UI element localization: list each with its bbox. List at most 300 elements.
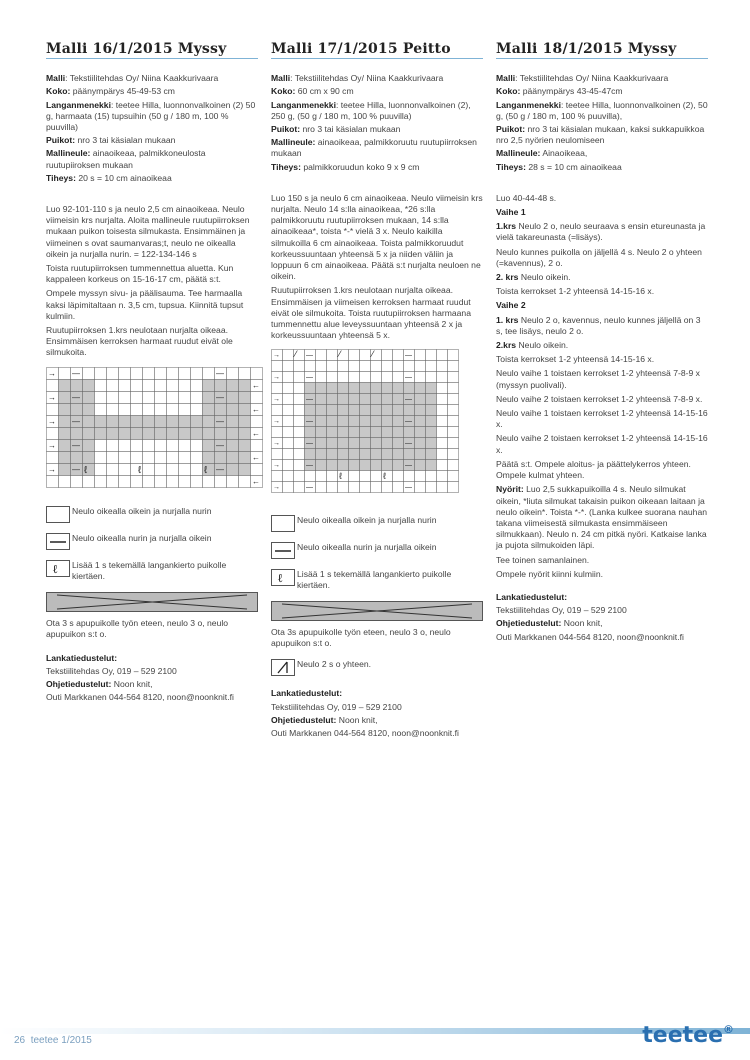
chart-cell [327, 460, 338, 471]
chart-cell [239, 439, 251, 451]
chart-cell [239, 415, 251, 427]
chart-symbol: → [48, 440, 56, 450]
chart-cell [131, 415, 143, 427]
chart-cell [382, 460, 393, 471]
chart-cell [437, 383, 448, 394]
chart-cell [371, 394, 382, 405]
chart-cell [167, 451, 179, 463]
chart-cell [59, 379, 71, 391]
chart-symbol: — [405, 374, 412, 382]
chart-cell [393, 449, 404, 460]
chart-cell [349, 394, 360, 405]
chart-cell [227, 475, 239, 487]
chart-cell [382, 449, 393, 460]
chart-cell [83, 427, 95, 439]
chart-cell [83, 451, 95, 463]
chart-cell [294, 394, 305, 405]
chart-cell [272, 471, 283, 482]
pattern-title: Malli 18/1/2015 Myssy [496, 44, 708, 59]
purl-symbol-icon [271, 542, 295, 559]
chart-cell [143, 367, 155, 379]
instructions: Luo 40-44-48 s. Vaihe 1 1.krs Neulo 2 o, neulo seuraava s ensin etureunasta ja vielä takareunasta (=lisäys). Neulo kunnes puikolla on jäljellä 4 s. Neulo 2 o yhteen (=kavennus), 2 o. 2. krs Neulo oikein. Toista kerrokset 1-2 yhteensä 14-15-16 x. Vaihe 2 1. krs Neulo 2 o, kavennus, neulo kunnes jäljellä on 3 s, tee lisäys, neulo 2 o. 2.krs Neulo oikein. Toista kerrokset 1-2 yhteensä 14-15-16 x. Neulo vaihe 1 toistaen kerrokset 1-2 yhteensä 7-8-9 x (myssyn puolivali). Neulo vaihe 2 toistaen kerrokset 1-2 yhteensä 7-8-9 x. Neulo vaihe 1 toistaen kerrokset 1-2 yhteensä 14-15-16 x. Neulo vaihe 2 toistaen kerrokset 1-2 yhteensä 14-15-16 x. Päätä s:t. Ompele aloitus- ja päättelykerros yhteen. Ompele kulmat yhteen. Nyörit: Luo 2,5 sukkapuikoilla 4 s. Neulo silmukat oikein, *liuta silmukat takaisin puikon oikeaan laitaan ja neulo oikein*. Toista *-*. (Lanka kulkee suorana nauhan takana viimeisestä silmukasta ensimmäiseen silmukkaan). Neulo n. 24 cm pitkä nyöri. Katkaise lanka ja pujota silmukoiden läpi. Tee toinen samanlainen. Ompele nyörit kiinni kulmiin. [496, 192, 708, 579]
chart-cell [203, 475, 215, 487]
chart-cell [71, 379, 83, 391]
chart-cell [338, 449, 349, 460]
knitting-chart [271, 349, 483, 502]
chart-symbol: — [216, 464, 224, 474]
chart-cell [294, 482, 305, 493]
contact-info: Lankatiedustelut: Tekstiilitehdas Oy, 019 – 529 2100 Ohjetiedustelut: Noon knit, Outi Markkanen 044-564 8120, noon@noonknit.fi [496, 591, 684, 642]
contact-info: Lankatiedustelut: Tekstiilitehdas Oy, 019 – 529 2100 Ohjetiedustelut: Noon knit, Outi Markkanen 044-564 8120, noon@noonknit.fi [46, 652, 234, 703]
chart-cell [360, 416, 371, 427]
chart-cell [360, 350, 371, 361]
chart-cell [371, 416, 382, 427]
chart-cell [107, 427, 119, 439]
chart-symbol: → [273, 352, 280, 360]
chart-cell [95, 439, 107, 451]
chart-symbol: — [72, 416, 80, 426]
chart-cell [426, 372, 437, 383]
chart-symbol: → [273, 440, 280, 448]
chart-cell [239, 391, 251, 403]
chart-cell [316, 350, 327, 361]
chart-cell [327, 427, 338, 438]
chart-cell [415, 460, 426, 471]
column-malli-16 [46, 41, 260, 706]
chart-cell [71, 427, 83, 439]
chart-cell [360, 405, 371, 416]
chart-cell [426, 460, 437, 471]
chart-cell [448, 361, 459, 372]
chart-cell [95, 367, 107, 379]
pattern-title: Malli 17/1/2015 Peitto [271, 44, 483, 59]
k2tog-symbol-icon [271, 659, 295, 676]
chart-cell [95, 391, 107, 403]
chart-cell [283, 372, 294, 383]
chart-cell [404, 471, 415, 482]
chart-cell [191, 439, 203, 451]
chart-symbol: — [306, 418, 313, 426]
chart-cell [131, 403, 143, 415]
column-malli-18 [496, 41, 708, 645]
chart-symbol: — [306, 352, 313, 360]
svg-text:ℓ: ℓ [53, 561, 58, 576]
chart-cell [143, 415, 155, 427]
chart-cell [95, 403, 107, 415]
chart-cell [239, 451, 251, 463]
chart-cell [47, 475, 59, 487]
chart-cell [415, 383, 426, 394]
chart-cell [179, 415, 191, 427]
chart-cell [272, 405, 283, 416]
chart-cell [95, 427, 107, 439]
chart-cell [338, 460, 349, 471]
chart-cell [131, 439, 143, 451]
chart-cell [203, 367, 215, 379]
page-number: 26 teetee 1/2015 [14, 1035, 92, 1046]
chart-cell [294, 471, 305, 482]
chart-cell [119, 439, 131, 451]
chart-cell [415, 427, 426, 438]
chart-cell [119, 475, 131, 487]
chart-cell [155, 367, 167, 379]
chart-cell [215, 451, 227, 463]
chart-cell [415, 394, 426, 405]
chart-cell [294, 438, 305, 449]
footer-bar [0, 1028, 750, 1034]
chart-cell [338, 361, 349, 372]
chart-cell [167, 427, 179, 439]
chart-symbol: — [405, 418, 412, 426]
chart-cell [179, 391, 191, 403]
chart-cell [155, 379, 167, 391]
chart-cell [371, 449, 382, 460]
chart-cell [316, 471, 327, 482]
chart-symbol: — [216, 392, 224, 402]
chart-cell [283, 416, 294, 427]
chart-cell [191, 391, 203, 403]
chart-cell [272, 383, 283, 394]
chart-cell [360, 383, 371, 394]
chart-symbol: ⁄ [372, 349, 374, 360]
chart-cell [283, 383, 294, 394]
chart-cell [131, 427, 143, 439]
legend: Neulo oikealla oikein ja nurjalla nurin Neulo oikealla nurin ja nurjalla oikein ℓ Lisää 1 s tekemällä langankierto puikolle kiertäen. Ota 3s apupuikolle työn eteen, neulo 3 o, neulo apupuikon s:t o. Neulo 2 s o yhteen. [271, 515, 483, 677]
chart-cell [316, 405, 327, 416]
chart-cell [371, 471, 382, 482]
chart-cell [215, 379, 227, 391]
contact-info: Lankatiedustelut: Tekstiilitehdas Oy, 019 – 529 2100 Ohjetiedustelut: Noon knit, Outi Markkanen 044-564 8120, noon@noonknit.fi [271, 688, 459, 739]
chart-symbol: → [273, 484, 280, 492]
chart-cell [119, 367, 131, 379]
pattern-info: Malli: Tekstiilitehdas Oy/ Niina Kaakkurivaara Koko: päänympärys 43-45-47cm Langanmenekki: teetee Hilla, luonnonvalkoinen (2), 50 g, (50 g / 180 m, 100 % puuvilla), Puikot: nro 3 tai käsialan mukaan, kaksi sukkapuikkoa nro 2,5 nyörien neulomiseen Mallineule: Ainaoikeaa, Tiheys: 28 s = 10 cm ainaoikeaa [496, 73, 708, 172]
chart-cell [294, 361, 305, 372]
chart-cell [349, 383, 360, 394]
chart-cell [143, 403, 155, 415]
chart-cell [155, 451, 167, 463]
chart-cell [305, 449, 316, 460]
chart-cell [316, 416, 327, 427]
chart-cell [415, 372, 426, 383]
chart-cell [437, 372, 448, 383]
chart-cell [191, 379, 203, 391]
chart-symbol: ℓ [339, 471, 342, 482]
chart-cell [107, 451, 119, 463]
chart-cell [404, 361, 415, 372]
chart-cell [415, 482, 426, 493]
chart-cell [107, 379, 119, 391]
chart-cell [59, 391, 71, 403]
chart-cell [404, 427, 415, 438]
chart-cell [215, 403, 227, 415]
chart-cell [283, 427, 294, 438]
chart-cell [59, 439, 71, 451]
pattern-info: Malli: Tekstiilitehdas Oy/ Niina Kaakkurivaara Koko: päänympärys 45-49-53 cm Langanmenekki: teetee Hilla, luonnonvalkoinen (2) 50 g, harmaata (15) tupsuihin (50 g / 180 m, 100 % puuvilla) Puikot: nro 3 tai käsialan mukaan Mallineule: ainaoikeaa, palmikkoneulosta ruutupiiroksen mukaan Tiheys: 20 s = 10 cm ainaoikeaa [46, 73, 256, 183]
chart-cell [382, 394, 393, 405]
chart-cell [191, 403, 203, 415]
chart-cell [239, 379, 251, 391]
chart-cell [426, 350, 437, 361]
chart-cell [143, 391, 155, 403]
chart-cell [371, 482, 382, 493]
chart-cell [393, 416, 404, 427]
chart-symbol: → [273, 396, 280, 404]
chart-cell [83, 391, 95, 403]
chart-cell [404, 449, 415, 460]
chart-cell [272, 427, 283, 438]
chart-cell [338, 383, 349, 394]
chart-cell [119, 427, 131, 439]
chart-symbol: ⁄ [339, 349, 341, 360]
chart-cell [227, 415, 239, 427]
chart-cell [426, 405, 437, 416]
chart-cell [360, 460, 371, 471]
chart-cell [107, 439, 119, 451]
chart-cell [119, 415, 131, 427]
column-malli-17 [271, 41, 483, 741]
chart-cell [404, 405, 415, 416]
chart-cell [272, 449, 283, 460]
chart-cell [191, 463, 203, 475]
chart-cell [415, 471, 426, 482]
chart-cell [191, 451, 203, 463]
chart-symbol: — [405, 462, 412, 470]
chart-cell [155, 415, 167, 427]
chart-cell [251, 439, 263, 451]
chart-cell [426, 383, 437, 394]
chart-cell [239, 367, 251, 379]
chart-cell [415, 350, 426, 361]
chart-cell [239, 403, 251, 415]
pattern-info: Malli: Tekstiilitehdas Oy/ Niina Kaakkurivaara Koko: 60 cm x 90 cm Langanmenekki: teetee Hilla, luonnonvalkoinen (2), 250 g, (50 g / 180 m, 100 % puuvilla) Puikot: nro 3 tai käsialan mukaan Mallineule: ainaoikeaa, palmikkoruutu ruutupiirroksen mukaan Tiheys: palmikkoruudun koko 9 x 9 cm [271, 73, 477, 172]
chart-cell [294, 416, 305, 427]
chart-symbol: ℓ [84, 464, 88, 476]
chart-cell [107, 463, 119, 475]
chart-cell [316, 383, 327, 394]
chart-cell [294, 460, 305, 471]
chart-cell [426, 394, 437, 405]
chart-cell [327, 471, 338, 482]
chart-cell [131, 451, 143, 463]
chart-cell [167, 463, 179, 475]
chart-cell [448, 482, 459, 493]
chart-cell [437, 438, 448, 449]
chart-cell [404, 383, 415, 394]
chart-cell [382, 427, 393, 438]
chart-cell [327, 394, 338, 405]
chart-cell [59, 475, 71, 487]
chart-cell [448, 416, 459, 427]
chart-cell [448, 383, 459, 394]
chart-cell [448, 405, 459, 416]
chart-cell [203, 379, 215, 391]
knit-symbol-icon [271, 515, 295, 532]
chart-cell [283, 438, 294, 449]
chart-cell [327, 405, 338, 416]
chart-cell [239, 463, 251, 475]
chart-cell [305, 471, 316, 482]
chart-cell [360, 438, 371, 449]
chart-cell [283, 471, 294, 482]
chart-cell [47, 427, 59, 439]
chart-cell [272, 361, 283, 372]
chart-cell [338, 438, 349, 449]
chart-cell [415, 405, 426, 416]
chart-cell [382, 372, 393, 383]
instructions: Luo 92-101-110 s ja neulo 2,5 cm ainaoikeaa. Neulo viimeisin krs nurjalta. Aloita mallineule ruutupiirroksen mukaan puikon toisesta silmukasta. Ensimmäinen ja viimeinen s ovat saumanvaras;t, neulo ne oikealla oikein ja nurjalla nurin. = 122-134-146 s Toista ruutupiirroksen tummennettua aluetta. Kun kappaleen korkeus on 15-16-17 cm, päätä s:t. Ompele myssyn sivu- ja päälisauma. Tee harmaalla kaksi läpimitaltaan n. 3,5 cm, tupsua. Kiinnitä tupsut kulmiin. Ruutupiirroksen 1.krs neulotaan nurjalta oikeaa. Ensimmäisen kerroksen harmaat ruudut eivät ole silmukoita. [46, 204, 250, 358]
chart-cell [327, 438, 338, 449]
chart-cell [119, 463, 131, 475]
chart-cell [203, 403, 215, 415]
chart-symbol: — [72, 368, 80, 378]
chart-cell [426, 427, 437, 438]
chart-cell [203, 439, 215, 451]
svg-text:ℓ: ℓ [278, 570, 283, 585]
chart-cell [143, 463, 155, 475]
chart-cell [107, 403, 119, 415]
chart-cell [305, 405, 316, 416]
chart-cell [437, 482, 448, 493]
chart-cell [371, 460, 382, 471]
chart-cell [371, 383, 382, 394]
chart-cell [349, 416, 360, 427]
chart-cell [437, 460, 448, 471]
chart-cell [426, 449, 437, 460]
chart-grid [271, 349, 485, 499]
chart-symbol: ← [252, 428, 260, 438]
chart-cell [227, 463, 239, 475]
chart-cell [448, 394, 459, 405]
chart-cell [393, 482, 404, 493]
chart-cell [338, 372, 349, 383]
chart-cell [382, 350, 393, 361]
chart-symbol: → [48, 416, 56, 426]
chart-cell [327, 482, 338, 493]
chart-cell [393, 471, 404, 482]
chart-cell [47, 451, 59, 463]
chart-symbol: → [273, 462, 280, 470]
cable-symbol-icon [46, 592, 258, 612]
chart-cell [382, 438, 393, 449]
chart-cell [294, 372, 305, 383]
chart-cell [349, 460, 360, 471]
chart-cell [59, 415, 71, 427]
chart-cell [327, 416, 338, 427]
chart-cell [415, 449, 426, 460]
chart-symbol: — [216, 416, 224, 426]
chart-cell [349, 482, 360, 493]
chart-cell [143, 427, 155, 439]
chart-cell [179, 427, 191, 439]
chart-symbol: — [306, 440, 313, 448]
chart-cell [227, 391, 239, 403]
chart-cell [167, 391, 179, 403]
chart-symbol: — [306, 484, 313, 492]
chart-cell [283, 394, 294, 405]
chart-cell [155, 391, 167, 403]
chart-cell [59, 463, 71, 475]
chart-cell [316, 460, 327, 471]
chart-cell [83, 403, 95, 415]
chart-cell [437, 471, 448, 482]
chart-cell [179, 463, 191, 475]
chart-cell [349, 405, 360, 416]
chart-symbol: — [405, 396, 412, 404]
chart-cell [382, 361, 393, 372]
chart-cell [371, 361, 382, 372]
chart-cell [155, 463, 167, 475]
chart-symbol: — [306, 374, 313, 382]
chart-cell [448, 460, 459, 471]
chart-cell [283, 482, 294, 493]
chart-cell [107, 415, 119, 427]
chart-cell [191, 475, 203, 487]
chart-cell [415, 438, 426, 449]
chart-cell [227, 439, 239, 451]
chart-cell [143, 439, 155, 451]
chart-cell [83, 379, 95, 391]
chart-cell [327, 383, 338, 394]
chart-symbol: — [405, 352, 412, 360]
chart-cell [59, 451, 71, 463]
chart-cell [349, 449, 360, 460]
chart-cell [251, 391, 263, 403]
chart-cell [227, 379, 239, 391]
chart-cell [338, 405, 349, 416]
chart-cell [47, 403, 59, 415]
chart-symbol: — [216, 440, 224, 450]
chart-symbol: — [306, 396, 313, 404]
chart-cell [327, 372, 338, 383]
chart-cell [227, 403, 239, 415]
chart-symbol: → [48, 368, 56, 378]
chart-cell [360, 427, 371, 438]
chart-cell [83, 475, 95, 487]
chart-cell [393, 350, 404, 361]
chart-symbol: ← [252, 404, 260, 414]
chart-cell [349, 471, 360, 482]
chart-cell [179, 367, 191, 379]
chart-cell [167, 379, 179, 391]
chart-cell [327, 350, 338, 361]
chart-cell [251, 415, 263, 427]
chart-cell [131, 391, 143, 403]
chart-cell [393, 438, 404, 449]
chart-cell [283, 405, 294, 416]
chart-cell [167, 403, 179, 415]
chart-cell [191, 427, 203, 439]
chart-grid [46, 367, 264, 491]
chart-cell [360, 372, 371, 383]
chart-cell [426, 471, 437, 482]
chart-cell [382, 482, 393, 493]
chart-symbol: ⁄ [295, 349, 297, 360]
chart-cell [349, 427, 360, 438]
chart-cell [155, 439, 167, 451]
chart-cell [437, 394, 448, 405]
chart-cell [191, 415, 203, 427]
chart-cell [203, 427, 215, 439]
chart-cell [119, 391, 131, 403]
chart-cell [437, 449, 448, 460]
chart-cell [227, 427, 239, 439]
chart-cell [179, 451, 191, 463]
chart-cell [327, 361, 338, 372]
chart-cell [155, 427, 167, 439]
chart-cell [437, 416, 448, 427]
chart-cell [203, 451, 215, 463]
instructions: Luo 150 s ja neulo 6 cm ainaoikeaa. Neulo viimeisin krs nurjalta. Neulo 14 s:lla ainaoikeaa, *26 s:lla palmikkoruutu ruutupiirroksen mukaan, 14 s:lla ainaoikeaa*, toista *-* vielä 3 x. Neulo kaikilla silmukoilla 6 cm ainaoikeaa. Toista palmikkoruudut korkeussuuntaan yhteensä 5 x ja niiden väliin ja loppuun 6 cm ainaoikeaa. Päätä s:t nurjalta neuloen ne oikein. Ruutupiirroksen 1.krs neulotaan nurjalta oikeaa. Ensimmäisen ja viimeisen kerroksen harmaat ruudut eivät ole silmukoita. Toista ruutupiirroksen harmaana tummennettu alue leveyssuuntaan yhteensä 2 x ja korkeussuuntaan yhteensä 5 x. [271, 192, 483, 341]
